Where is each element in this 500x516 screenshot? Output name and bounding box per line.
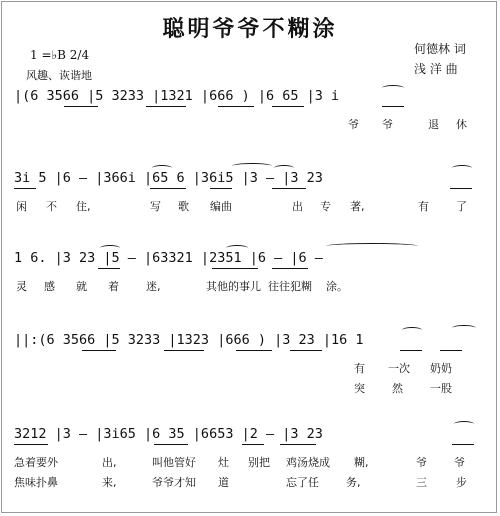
key-signature: 1 =♭B 2/4 [30, 48, 90, 62]
lyric-5a-6: 鸡汤烧成 [286, 456, 330, 469]
notation-line-5: 3212 |3 – |3i65 |6 35 |6653 |2 – |3 23 [14, 426, 323, 442]
lyric-2-3: 住, [76, 200, 91, 213]
lyric-1-2: 爷 [382, 118, 393, 131]
lyric-3-3: 就 [76, 280, 87, 293]
lyric-2-6: 编曲 [210, 200, 232, 213]
lyric-3-1: 灵 [16, 280, 27, 293]
lyric-5b-3: 爷爷才知 [152, 476, 196, 489]
lyric-5a-4: 灶 [218, 456, 229, 469]
lyric-2-7: 出 [292, 200, 303, 213]
notation-line-2: 3i 5 |6 – |366i |65 6 |36i5 |3 – |3 23 [14, 170, 323, 186]
lyric-2-8: 专 [320, 200, 331, 213]
lyric-3-6: 其他的事儿 [206, 280, 261, 293]
lyric-2-10: 有 [418, 200, 429, 213]
lyric-2-4: 写 [150, 200, 161, 213]
lyric-3-7: 往往犯糊 [268, 280, 312, 293]
lyric-5b-8: 步 [456, 476, 467, 489]
lyric-3-8: 涂。 [326, 280, 348, 293]
lyric-5a-2: 出, [102, 456, 117, 469]
lyric-4a-2: 一次 [388, 362, 410, 375]
lyric-2-2: 不 [46, 200, 57, 213]
lyric-5b-6: 务, [346, 476, 361, 489]
lyric-5a-7: 糊, [354, 456, 369, 469]
lyric-5b-2: 来, [102, 476, 117, 489]
lyric-5a-8: 爷 [416, 456, 427, 469]
composer-credit: 浅 洋 曲 [414, 62, 458, 76]
lyric-4a-1: 有 [354, 362, 365, 375]
lyric-5a-5: 别把 [248, 456, 270, 469]
lyric-2-1: 闲 [16, 200, 27, 213]
lyric-2-9: 著, [350, 200, 365, 213]
notation-line-1: |(6 3566 |5 3233 |1321 |666 ) |6 65 |3 i [14, 88, 340, 104]
expression-marking: 风趣、诙谐地 [26, 69, 92, 82]
lyric-2-5: 歌 [178, 200, 189, 213]
lyric-4b-3: 一股 [430, 382, 452, 395]
lyric-5a-3: 叫他管好 [152, 456, 196, 469]
lyric-1-1: 爷 [348, 118, 359, 131]
lyric-1-3: 退 [428, 118, 439, 131]
lyric-5b-5: 忘了任 [286, 476, 319, 489]
lyric-5b-4: 道 [218, 476, 229, 489]
lyric-3-5: 迷, [146, 280, 161, 293]
lyric-5a-9: 爷 [454, 456, 465, 469]
lyric-4b-2: 然 [392, 382, 403, 395]
lyric-4b-1: 突 [354, 382, 365, 395]
lyric-2-11: 了 [456, 200, 467, 213]
lyric-5a-1: 急着要外 [14, 456, 58, 469]
notation-line-4: ||:(6 3566 |5 3233 |1323 |666 ) |3 23 |16 1 [14, 332, 364, 348]
lyricist-credit: 何德林 词 [414, 42, 466, 56]
notation-line-3: 1 6. |3 23 |5 – |63321 |2351 |6 – |6 – [14, 250, 323, 266]
lyric-3-4: 着 [108, 280, 119, 293]
lyric-4a-3: 奶奶 [430, 362, 452, 375]
lyric-1-4: 休 [456, 118, 467, 131]
lyric-3-2: 感 [44, 280, 55, 293]
song-title: 聪明爷爷不糊涂 [162, 17, 338, 42]
lyric-5b-1: 焦味扑鼻 [14, 476, 58, 489]
lyric-5b-7: 三 [416, 476, 427, 489]
